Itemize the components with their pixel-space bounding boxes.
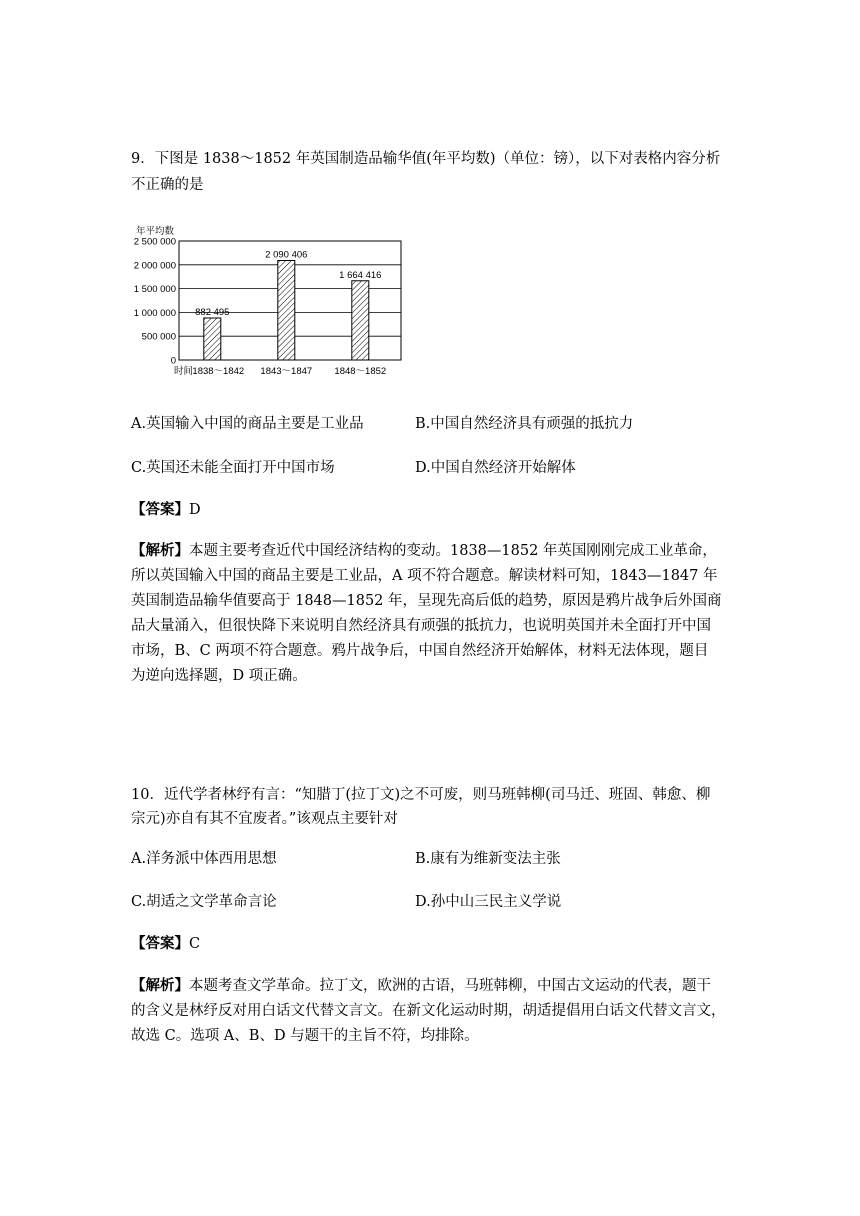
chart-y-tick-label: 0 xyxy=(170,355,176,367)
q10-answer-value: C xyxy=(189,936,201,952)
q9-answer-label: 【答案】 xyxy=(131,501,189,518)
q9-option-a: A.英国输入中国的商品主要是工业品 xyxy=(131,416,364,432)
q10-option-d: D.孙中山三民主义学说 xyxy=(415,894,562,910)
q9-analysis-line-6: 为逆向选择题，D 项正确。 xyxy=(131,668,307,684)
q10-option-a: A.洋务派中体西用思想 xyxy=(131,851,277,867)
chart-bar xyxy=(278,260,295,360)
chart-y-axis-label: 年平均数 xyxy=(136,226,175,237)
q10-stem-line-2: 宗元)亦自有其不宜废者。”该观点主要针对 xyxy=(131,811,398,827)
q9-analysis-text-1: 本题主要考查近代中国经济结构的变动。1838—1852 年英国刚刚完成工业革命， xyxy=(189,543,717,559)
chart-bars xyxy=(195,249,381,360)
chart-bar-value-label: 882 495 xyxy=(195,306,230,318)
q9-analysis-line-3: 英国制造品输华值要高于 1848—1852 年，呈现先高后低的趋势，原因是鸦片战争后外国商 xyxy=(131,593,722,609)
q9-stem-line-2: 不正确的是 xyxy=(131,177,204,193)
q9-option-d: D.中国自然经济开始解体 xyxy=(415,460,576,476)
chart-y-tick-labels xyxy=(134,237,176,367)
q10-analysis-line-1 xyxy=(131,976,711,996)
q10-answer xyxy=(131,934,200,954)
chart-bar-value-label: 2 090 406 xyxy=(265,249,308,261)
q9-stem-line-1: 9．下图是 1838～1852 年英国制造品输华值(年平均数)（单位：镑），以下对表格内容分析 xyxy=(131,151,721,167)
chart-y-tick-label: 2 000 000 xyxy=(133,260,176,272)
chart-y-tick-label: 500 000 xyxy=(141,331,176,343)
chart-x-axis-label: 时间 xyxy=(174,366,194,377)
q10-option-b: B.康有为维新变法主张 xyxy=(415,851,561,867)
q9-answer xyxy=(131,500,201,520)
q10-answer-label: 【答案】 xyxy=(131,935,189,952)
q10-analysis-line-2: 的含义是林纾反对用白话文代替文言文。在新文化运动时期，胡适提倡用白话文代替文言文， xyxy=(131,1003,726,1019)
chart-bar xyxy=(352,281,369,360)
chart-y-tick-label: 1 000 000 xyxy=(133,307,176,319)
chart-bar-value-label: 1 664 416 xyxy=(339,269,382,281)
chart-x-tick-label: 1838～1842 xyxy=(192,366,245,377)
q10-analysis-line-3: 故选 C。选项 A、B、D 与题干的主旨不符，均排除。 xyxy=(131,1028,479,1044)
q9-analysis-line-2: 所以英国输入中国的商品主要是工业品，A 项不符合题意。解读材料可知，1843—1847 年 xyxy=(131,568,718,584)
q9-analysis-line-1 xyxy=(131,541,717,561)
chart-x-tick-label: 1843～1847 xyxy=(260,366,313,377)
q9-answer-value: D xyxy=(189,502,201,518)
q10-analysis-text-1: 本题考查文学革命。拉丁文，欧洲的古语，马班韩柳，中国古文运动的代表，题干 xyxy=(189,978,711,994)
q9-option-b: B.中国自然经济具有顽强的抵抗力 xyxy=(415,416,634,432)
export-value-bar-chart xyxy=(126,222,416,382)
q10-stem-line-1: 10．近代学者林纾有言：“知腊丁(拉丁文)之不可废，则马班韩柳(司马迁、班固、韩愈、柳 xyxy=(131,787,711,803)
q10-option-c: C.胡适之文学革命言论 xyxy=(131,894,277,910)
q10-analysis-label: 【解析】 xyxy=(131,977,189,994)
chart-x-tick-labels xyxy=(192,366,386,377)
q9-analysis-line-5: 市场，B、C 两项不符合题意。鸦片战争后，中国自然经济开始解体，材料无法体现，题目 xyxy=(131,643,709,659)
chart-y-tick-label: 1 500 000 xyxy=(133,284,176,296)
chart-x-tick-label: 1848～1852 xyxy=(334,366,387,377)
q9-analysis-line-4: 品大量涌入，但很快降下来说明自然经济具有顽强的抵抗力，也说明英国并未全面打开中国 xyxy=(131,618,711,634)
q9-option-c: C.英国还未能全面打开中国市场 xyxy=(131,460,335,476)
q9-analysis-label: 【解析】 xyxy=(131,542,189,559)
chart-y-tick-label: 2 500 000 xyxy=(133,236,176,248)
chart-bar xyxy=(204,318,221,360)
